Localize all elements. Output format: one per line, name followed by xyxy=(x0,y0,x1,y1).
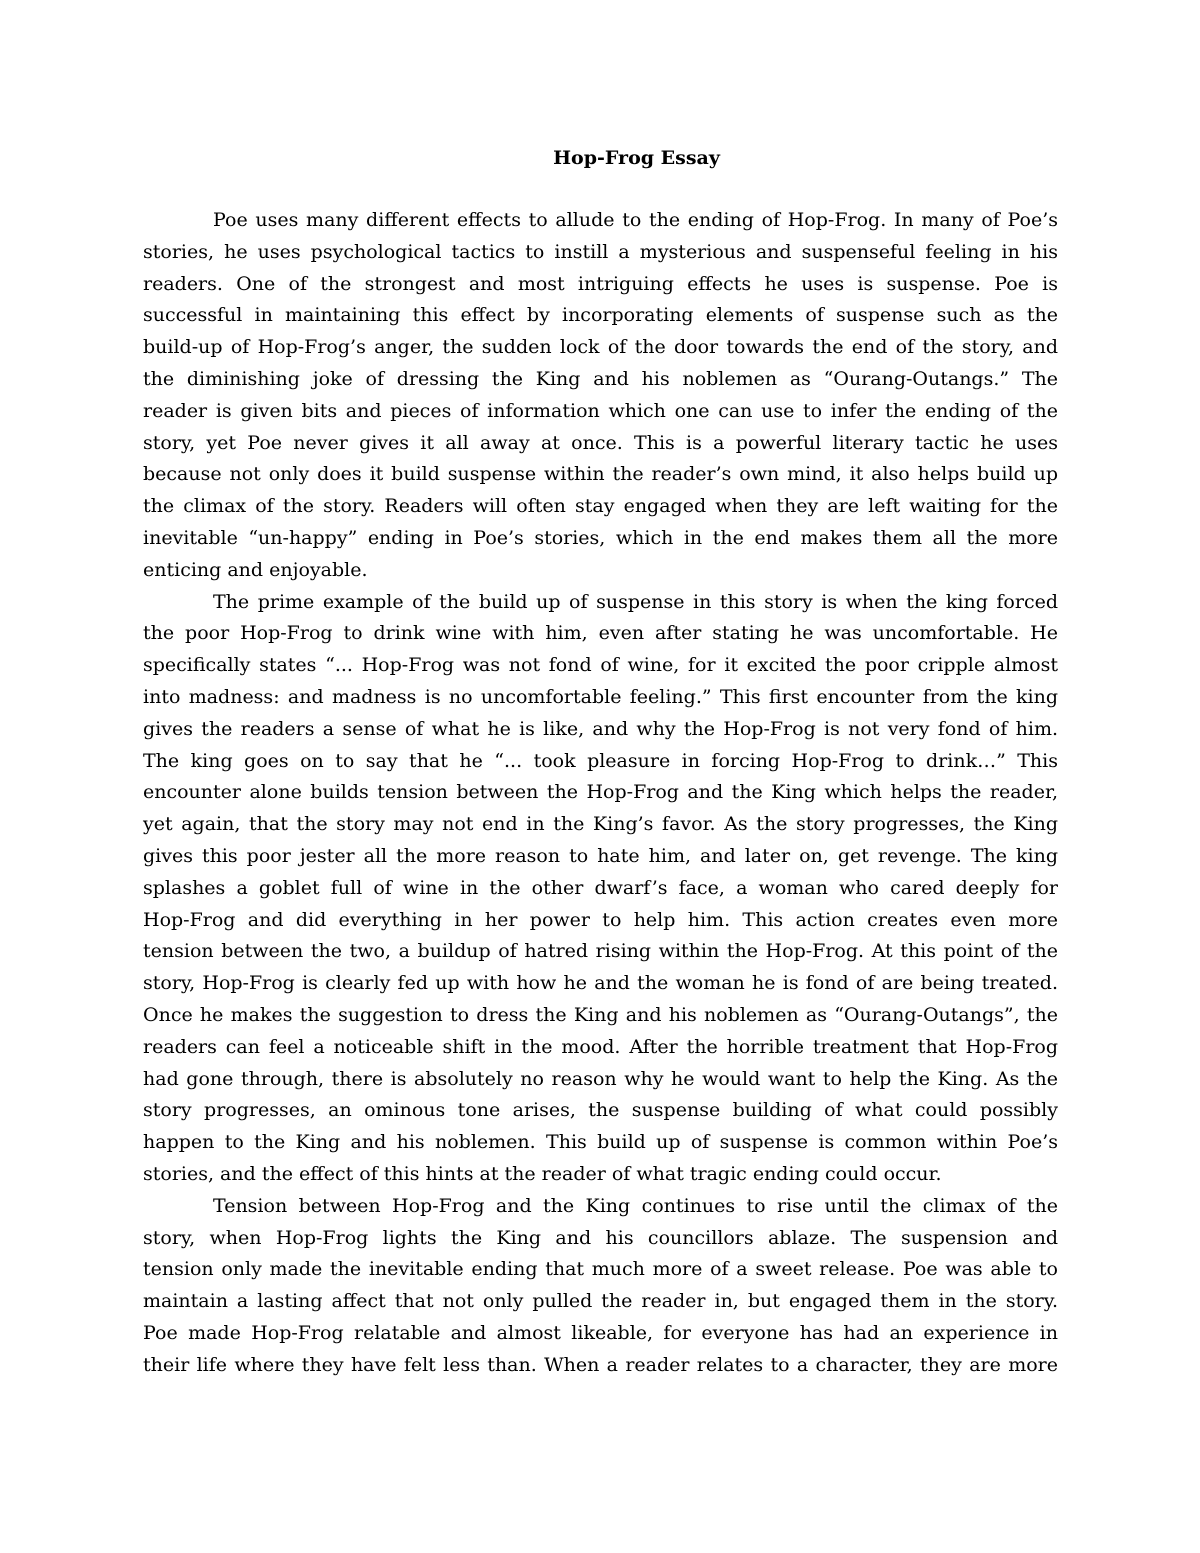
essay-line: story, when Hop-Frog lights the King and his councillors ablaze. The suspension and xyxy=(143,1226,1058,1249)
essay-line: Poe made Hop-Frog relatable and almost likeable, for everyone has had an experience in xyxy=(143,1321,1058,1344)
essay-line: had gone through, there is absolutely no reason why he would want to help the King. As the xyxy=(143,1067,1058,1090)
essay-line: their life where they have felt less than. When a reader relates to a character, they are more xyxy=(143,1353,1058,1376)
essay-line: enticing and enjoyable. xyxy=(143,558,368,581)
essay-line: tension only made the inevitable ending that much more of a sweet release. Poe was able to xyxy=(143,1258,1058,1281)
essay-line: inevitable “un-happy” ending in Poe’s stories, which in the end makes them all the more xyxy=(143,526,1058,549)
essay-line: Poe uses many different effects to allude to the ending of Hop-Frog. In many of Poe’s xyxy=(213,209,1058,231)
essay-line: splashes a goblet full of wine in the other dwarf’s face, a woman who cared deeply for xyxy=(143,876,1058,899)
essay-line: the climax of the story. Readers will often stay engaged when they are left waiting for the xyxy=(143,495,1058,518)
essay-line: stories, he uses psychological tactics to instill a mysterious and suspenseful feeling in his xyxy=(143,240,1058,263)
essay-line: build-up of Hop-Frog’s anger, the sudden lock of the door towards the end of the story, and xyxy=(143,336,1058,359)
essay-body xyxy=(143,205,1058,1381)
essay-line: encounter alone builds tension between the Hop-Frog and the King which helps the reader, xyxy=(143,781,1058,804)
essay-line: story, Hop-Frog is clearly fed up with how he and the woman he is fond of are being treated. xyxy=(143,972,1058,995)
essay-line: The king goes on to say that he “... took pleasure in forcing Hop-Frog to drink…” This xyxy=(143,749,1058,772)
essay-line: because not only does it build suspense within the reader’s own mind, it also helps build up xyxy=(143,463,1058,486)
essay-line: tension between the two, a buildup of hatred rising within the Hop-Frog. At this point of the xyxy=(143,940,1058,963)
essay-line: reader is given bits and pieces of information which one can use to infer the ending of the xyxy=(143,399,1058,422)
essay-line: readers. One of the strongest and most intriguing effects he uses is suspense. Poe is xyxy=(143,272,1058,295)
page-title: Hop-Frog Essay xyxy=(553,147,720,169)
essay-line: the diminishing joke of dressing the King and his noblemen as “Ourang-Outangs.” The xyxy=(143,367,1058,390)
essay-line: maintain a lasting affect that not only pulled the reader in, but engaged them in the story. xyxy=(143,1290,1058,1313)
essay-line: The prime example of the build up of suspense in this story is when the king forced xyxy=(213,590,1058,613)
essay-line: specifically states “... Hop-Frog was not fond of wine, for it excited the poor cripple almost xyxy=(143,654,1058,677)
essay-line: yet again, that the story may not end in the King’s favor. As the story progresses, the King xyxy=(143,813,1058,836)
essay-line: story, yet Poe never gives it all away at once. This is a powerful literary tactic he uses xyxy=(143,431,1058,454)
essay-line: happen to the King and his noblemen. This build up of suspense is common within Poe’s xyxy=(143,1131,1058,1154)
essay-line: the poor Hop-Frog to drink wine with him, even after stating he was uncomfortable. He xyxy=(143,622,1058,645)
essay-line: story progresses, an ominous tone arises, the suspense building of what could possibly xyxy=(143,1099,1058,1122)
essay-line: gives this poor jester all the more reason to hate him, and later on, get revenge. The king xyxy=(143,844,1058,867)
essay-line: Once he makes the suggestion to dress the King and his noblemen as “Ourang-Outangs”, the xyxy=(143,1003,1058,1026)
essay-line: into madness: and madness is no uncomfortable feeling.” This first encounter from the king xyxy=(143,685,1058,708)
essay-line: gives the readers a sense of what he is like, and why the Hop-Frog is not very fond of him. xyxy=(143,717,1058,740)
essay-line: readers can feel a noticeable shift in the mood. After the horrible treatment that Hop-Frog xyxy=(143,1035,1058,1058)
essay-line: Tension between Hop-Frog and the King continues to rise until the climax of the xyxy=(213,1194,1058,1217)
essay-line: stories, and the effect of this hints at the reader of what tragic ending could occur. xyxy=(143,1162,942,1185)
essay-line: Hop-Frog and did everything in her power to help him. This action creates even more xyxy=(143,908,1058,931)
essay-line: successful in maintaining this effect by incorporating elements of suspense such as the xyxy=(143,304,1058,327)
